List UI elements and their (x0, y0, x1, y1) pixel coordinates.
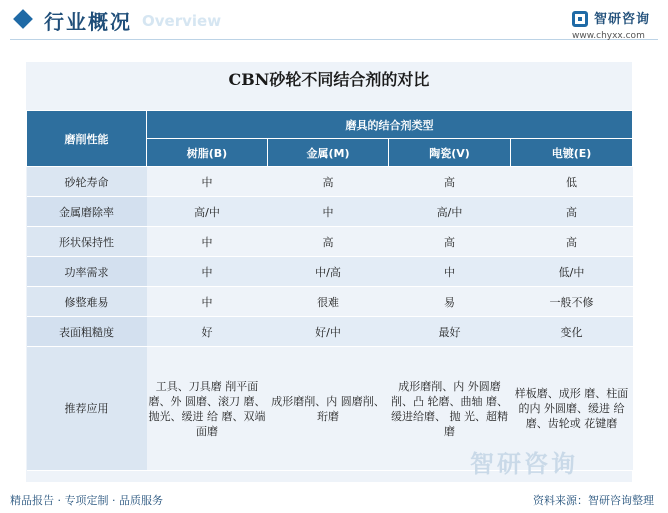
table-cell: 低 (511, 167, 633, 197)
row-label: 推荐应用 (27, 347, 147, 471)
table-cell: 高 (268, 167, 389, 197)
table-cell: 一般不修 (511, 287, 633, 317)
table-cell: 变化 (511, 317, 633, 347)
table-row (27, 227, 633, 257)
table-cell: 中 (147, 167, 268, 197)
table-cell: 成形磨削、内 圆磨削、 珩磨 (268, 347, 389, 471)
row-label: 表面粗糙度 (27, 317, 147, 347)
brand-logo (572, 8, 662, 40)
table-cell: 低/中 (511, 257, 633, 287)
page-header (0, 0, 668, 48)
table-title: CBN砂轮不同结合剂的对比 (228, 70, 430, 89)
section-title-en: Overview (142, 12, 222, 30)
table-cell: 最好 (389, 317, 511, 347)
table-cell: 中 (268, 197, 389, 227)
row-label: 砂轮寿命 (27, 167, 147, 197)
row-label: 形状保持性 (27, 227, 147, 257)
table-cell: 成形磨削、内 外圆磨削、凸 轮磨、曲轴 磨、 缓进给磨、 抛 光、超精磨 (389, 347, 511, 471)
table-cell: 很难 (268, 287, 389, 317)
table-cell: 高 (389, 227, 511, 257)
table-cell: 高/中 (147, 197, 268, 227)
table-cell: 好/中 (268, 317, 389, 347)
table-cell: 高 (511, 197, 633, 227)
column-header: 陶瓷(V) (389, 139, 511, 167)
row-label: 功率需求 (27, 257, 147, 287)
logo-name: 智研咨询 (594, 12, 651, 27)
table-cell: 中 (389, 257, 511, 287)
footer-tagline: 精品报告 · 专项定制 · 品质服务 (10, 494, 163, 507)
diamond-icon (13, 9, 33, 29)
table-row (27, 317, 633, 347)
page-footer (0, 488, 668, 513)
table-cell: 工具、刀具磨 削平面磨、外 圆磨、滚刀 磨、 抛光、缓进 给 磨、双端面磨 (147, 347, 268, 471)
table-cell: 中 (147, 227, 268, 257)
table-cell: 中 (147, 287, 268, 317)
group-header: 磨具的结合剂类型 (147, 111, 633, 139)
row-label: 金属磨除率 (27, 197, 147, 227)
column-header: 树脂(B) (147, 139, 268, 167)
comparison-table (26, 110, 633, 471)
table-cell: 高 (389, 167, 511, 197)
table-cell: 中 (147, 257, 268, 287)
column-header: 电镀(E) (511, 139, 633, 167)
table-cell: 好 (147, 317, 268, 347)
table-row (27, 197, 633, 227)
header-divider (10, 39, 658, 40)
table-cell: 高 (268, 227, 389, 257)
corner-header: 磨削性能 (27, 111, 147, 167)
table-cell: 中/高 (268, 257, 389, 287)
table-row (27, 167, 633, 197)
row-label: 修整难易 (27, 287, 147, 317)
column-header: 金属(M) (268, 139, 389, 167)
section-title: 行业概况 (44, 10, 132, 34)
footer-source: 资料来源：智研咨询整理 (533, 494, 654, 507)
watermark: 智研咨询 (470, 450, 578, 478)
table-cell: 样板磨、成形 磨、柱面的内 外圆磨、缓进 给磨、齿轮或 花键磨 (511, 347, 633, 471)
table-row (27, 287, 633, 317)
table-cell: 高 (511, 227, 633, 257)
logo-mark-icon (572, 11, 588, 27)
logo-site: www.chyxx.com (572, 31, 645, 41)
table-cell: 易 (389, 287, 511, 317)
table-row (27, 257, 633, 287)
table-panel (26, 62, 632, 482)
table-cell: 高/中 (389, 197, 511, 227)
